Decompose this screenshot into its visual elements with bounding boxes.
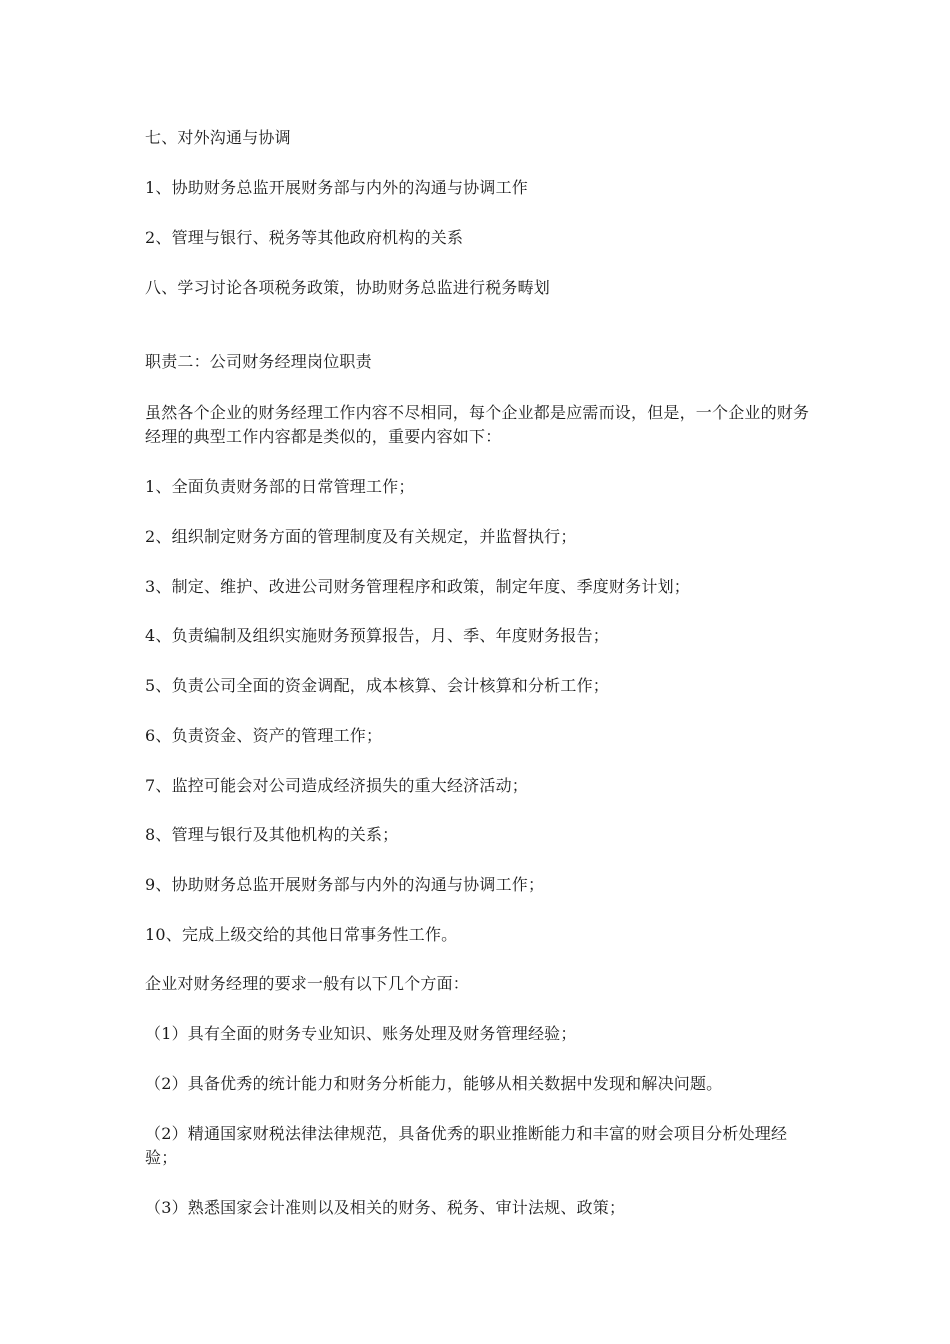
duty-2-intro: 虽然各个企业的财务经理工作内容不尽相同，每个企业都是应需而设，但是，一个企业的财务经理的典型工作内容都是类似的，重要内容如下： [145, 403, 810, 446]
section-7-item-1: 1、协助财务总监开展财务部与内外的沟通与协调工作 [145, 178, 528, 197]
requirement-4: （3）熟悉国家会计准则以及相关的财务、税务、审计法规、政策； [145, 1198, 626, 1217]
duty-item-9: 9、协助财务总监开展财务部与内外的沟通与协调工作； [145, 875, 545, 894]
section-8-heading: 八、学习讨论各项税务政策，协助财务总监进行税务畴划 [145, 278, 551, 297]
section-7-item-2: 2、管理与银行、税务等其他政府机构的关系 [145, 228, 464, 247]
duty-item-5: 5、负责公司全面的资金调配，成本核算、会计核算和分析工作； [145, 676, 609, 695]
duty-2-title: 职责二：公司财务经理岗位职责 [145, 352, 372, 371]
duty-item-3: 3、制定、维护、改进公司财务管理程序和政策，制定年度、季度财务计划； [145, 577, 690, 596]
requirements-heading: 企业对财务经理的要求一般有以下几个方面： [145, 974, 470, 993]
duty-item-7: 7、监控可能会对公司造成经济损失的重大经济活动； [145, 776, 528, 795]
duty-item-6: 6、负责资金、资产的管理工作； [145, 726, 383, 745]
requirement-3: （2）精通国家财税法律法律规范，具备优秀的职业推断能力和丰富的财会项目分析处理经验； [145, 1124, 788, 1167]
duty-item-2: 2、组织制定财务方面的管理制度及有关规定，并监督执行； [145, 527, 577, 546]
duty-item-8: 8、管理与银行及其他机构的关系； [145, 825, 399, 844]
duty-item-10: 10、完成上级交给的其他日常事务性工作。 [145, 925, 458, 944]
requirement-1: （1）具有全面的财务专业知识、账务处理及财务管理经验； [145, 1024, 577, 1043]
duty-item-1: 1、全面负责财务部的日常管理工作； [145, 477, 415, 496]
requirement-2: （2）具备优秀的统计能力和财务分析能力，能够从相关数据中发现和解决问题。 [145, 1074, 723, 1093]
section-7-heading: 七、对外沟通与协调 [145, 128, 291, 147]
duty-item-4: 4、负责编制及组织实施财务预算报告，月、季、年度财务报告； [145, 626, 609, 645]
